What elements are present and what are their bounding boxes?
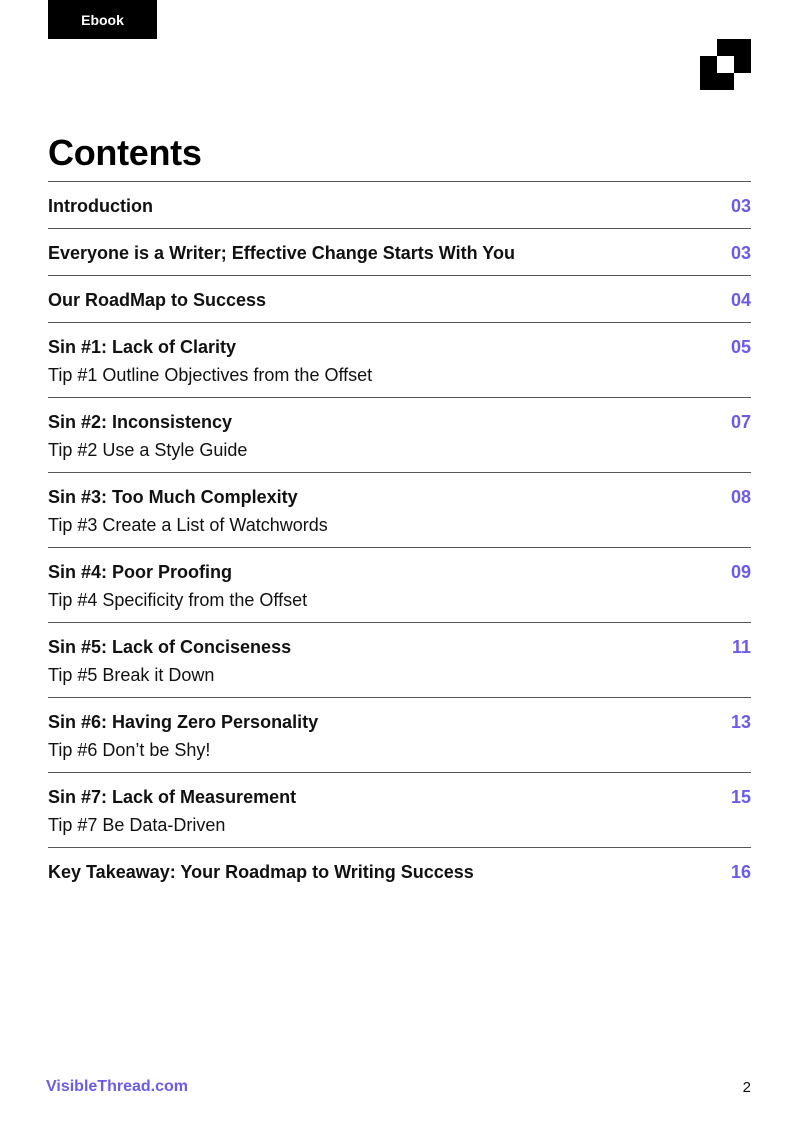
toc-entry[interactable] [48,773,751,848]
toc-entry[interactable] [48,848,751,895]
toc-entry-heading: Sin #7: Lack of Measurement [48,787,297,807]
toc-entry-page-number: 03 [730,243,751,263]
toc-entry-row [48,411,751,433]
toc-entry-page-number: 04 [730,290,751,310]
toc-entry-page-number: 13 [730,712,751,732]
toc-entry[interactable] [48,548,751,623]
toc-entry-page-number: 05 [730,337,751,357]
toc-entry-page-number: 16 [730,862,751,882]
toc-entry[interactable] [48,398,751,473]
toc-entry-row [48,242,751,264]
ebook-tag-label: Ebook [81,11,124,28]
toc-entry-row [48,636,751,658]
toc-entry-heading: Introduction [48,196,153,216]
toc-entry[interactable] [48,323,751,398]
toc-entry[interactable] [48,698,751,773]
toc-entry-page-number: 11 [731,637,751,657]
toc-entry-heading: Sin #1: Lack of Clarity [48,337,237,357]
toc-entry-heading: Sin #2: Inconsistency [48,412,233,432]
toc-entry-heading: Our RoadMap to Success [48,290,267,310]
toc-entry-heading: Sin #5: Lack of Conciseness [48,637,292,657]
toc-entry-row [48,711,751,733]
toc-entry-page-number: 15 [730,787,751,807]
toc-entry[interactable] [48,182,751,229]
toc-entry-heading: Everyone is a Writer; Effective Change Starts With You [48,243,515,263]
toc-entry[interactable] [48,229,751,276]
toc-entry[interactable] [48,473,751,548]
toc-entry-row [48,486,751,508]
website-link[interactable]: VisibleThread.com [46,1078,188,1095]
toc-entry-heading: Sin #3: Too Much Complexity [48,487,298,507]
toc-entry-row [48,336,751,358]
toc-entry-tip: Tip #7 Be Data-Driven [48,815,226,835]
toc-entry-heading: Sin #4: Poor Proofing [48,562,233,582]
toc-entry-row [48,289,751,311]
toc-entry-row [48,561,751,583]
page-number: 2 [742,1079,751,1096]
toc-entry-tip: Tip #1 Outline Objectives from the Offset [48,365,373,385]
toc-entry-tip: Tip #3 Create a List of Watchwords [48,515,328,535]
toc-entry-tip: Tip #2 Use a Style Guide [48,440,248,460]
toc-entry-page-number: 03 [730,196,751,216]
stacked-squares-logo-icon [700,39,751,90]
toc-entry-heading: Key Takeaway: Your Roadmap to Writing Success [48,862,474,882]
toc-entry-page-number: 07 [730,412,751,432]
toc-entry[interactable] [48,623,751,698]
toc-entry-row [48,786,751,808]
toc-entry[interactable] [48,276,751,323]
toc-entry-heading: Sin #6: Having Zero Personality [48,712,319,732]
toc-entry-tip: Tip #4 Specificity from the Offset [48,590,308,610]
ebook-tag [48,0,157,39]
toc-entry-tip: Tip #6 Don’t be Shy! [48,740,211,760]
table-of-contents [48,181,751,895]
toc-entry-tip: Tip #5 Break it Down [48,665,215,685]
toc-entry-row [48,861,751,883]
page-title: Contents [48,132,202,173]
toc-entry-row [48,195,751,217]
toc-entry-page-number: 09 [730,562,751,582]
toc-entry-page-number: 08 [730,487,751,507]
